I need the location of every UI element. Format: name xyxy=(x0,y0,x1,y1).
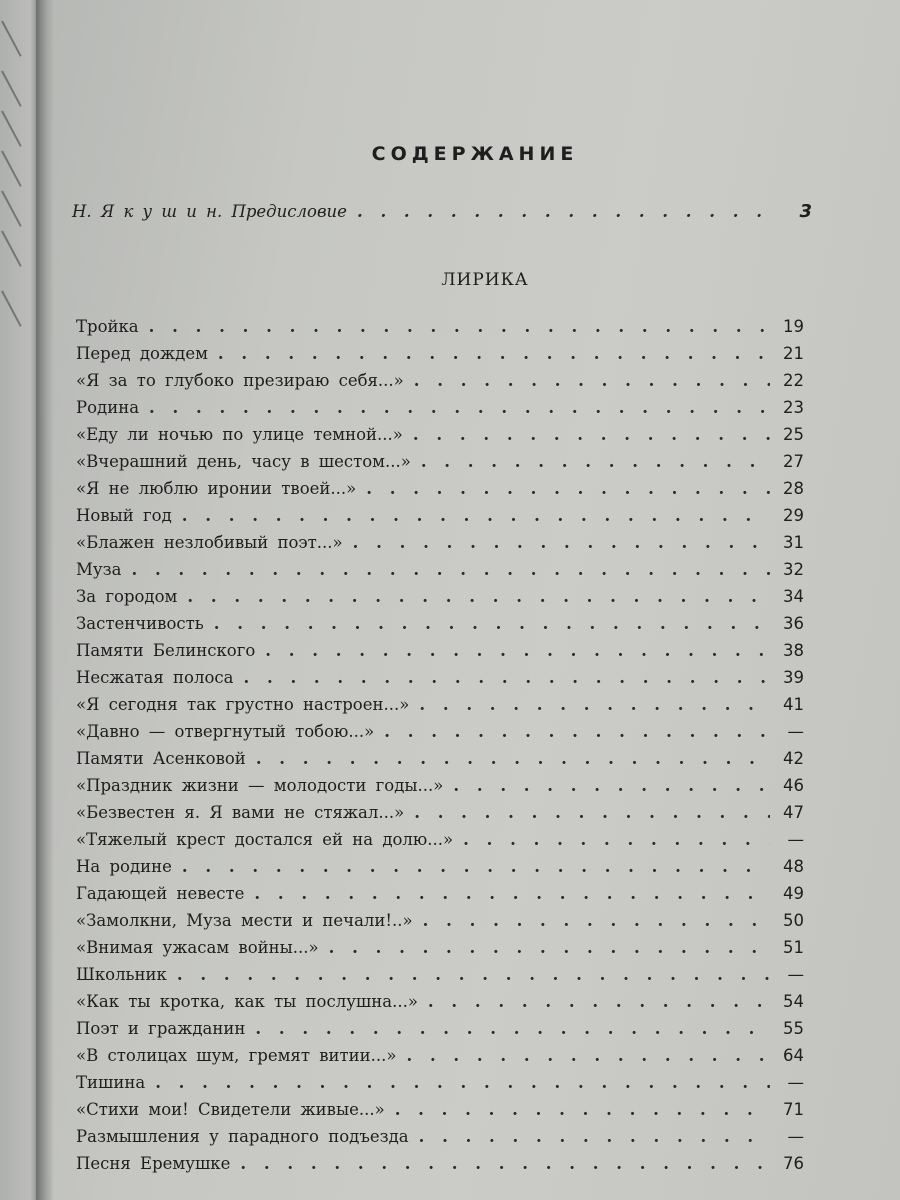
toc-entry xyxy=(76,826,804,853)
dot-leader xyxy=(385,1100,770,1119)
dot-leader xyxy=(409,695,770,714)
toc-entry xyxy=(76,880,804,907)
entry-page-number: 50 xyxy=(783,911,804,930)
entry-page-number: — xyxy=(787,722,804,741)
toc-entry xyxy=(76,556,804,583)
entry-page-number: 34 xyxy=(783,587,804,606)
toc-entry xyxy=(76,853,804,880)
entry-title: Гадающей невесте xyxy=(76,884,245,903)
dot-leader xyxy=(404,371,770,390)
entry-title: «В столицах шум, гремят витии...» xyxy=(76,1046,397,1065)
toc-entry xyxy=(76,1042,804,1069)
dot-leader xyxy=(172,857,770,876)
entry-page-number: — xyxy=(787,830,804,849)
entry-page-number: 29 xyxy=(783,506,804,525)
toc-entry xyxy=(76,907,804,934)
dot-leader xyxy=(409,1127,770,1146)
entry-title: «Я сегодня так грустно настроен...» xyxy=(76,695,410,714)
entry-title: На родине xyxy=(76,857,172,876)
toc-entry xyxy=(76,529,804,556)
dot-leader xyxy=(204,614,770,633)
entry-title: Новый год xyxy=(76,506,172,525)
contents-heading: СОДЕРЖАНИЕ xyxy=(371,143,579,165)
entry-page-number: 38 xyxy=(783,641,804,660)
entry-page-number: — xyxy=(787,965,804,984)
entry-title: «Блажен незлобивый поэт...» xyxy=(76,533,343,552)
toc-entry xyxy=(76,1123,804,1150)
entry-title: «Праздник жизни — молодости годы...» xyxy=(76,776,444,795)
entry-page-number: 49 xyxy=(783,884,804,903)
toc-preface-entry xyxy=(72,198,812,225)
dot-leader xyxy=(139,317,770,336)
toc-entry xyxy=(76,583,804,610)
entry-page-number: — xyxy=(787,1127,804,1146)
entry-title: Перед дождем xyxy=(76,344,208,363)
dot-leader xyxy=(177,587,770,606)
entry-page-number: 48 xyxy=(783,857,804,876)
section-title-lyrics: ЛИРИКА xyxy=(441,270,529,290)
dot-leader xyxy=(172,506,770,525)
dot-leader xyxy=(244,884,770,903)
entry-title: «Я не люблю иронии твоей...» xyxy=(76,479,357,498)
entry-title: Родина xyxy=(76,398,140,417)
dot-leader xyxy=(403,425,770,444)
entry-title: Поэт и гражданин xyxy=(76,1019,246,1038)
dot-leader xyxy=(245,1019,770,1038)
dot-leader xyxy=(356,479,770,498)
entry-page-number: 32 xyxy=(783,560,804,579)
entry-page-number: 39 xyxy=(783,668,804,687)
entry-title: «Я за то глубоко презираю себя...» xyxy=(76,371,404,390)
dot-leader xyxy=(230,1154,770,1173)
dot-leader xyxy=(413,911,770,930)
dot-leader xyxy=(233,668,770,687)
preface-page-number: 3 xyxy=(799,201,812,222)
entry-title: Песня Еремушке xyxy=(76,1154,231,1173)
entry-page-number: 47 xyxy=(783,803,804,822)
dot-leader xyxy=(139,398,770,417)
toc-entry xyxy=(76,367,804,394)
preface-title: Н. Я к у ш и н. Предисловие xyxy=(72,202,347,221)
entry-title: «Тяжелый крест достался ей на долю...» xyxy=(76,830,454,849)
entry-title: «Давно — отвергнутый тобою...» xyxy=(76,722,375,741)
toc-entry xyxy=(76,313,804,340)
entry-title: Памяти Асенковой xyxy=(76,749,246,768)
toc-entry xyxy=(76,637,804,664)
entry-page-number: 31 xyxy=(783,533,804,552)
entry-page-number: 21 xyxy=(783,344,804,363)
entry-title: «Внимая ужасам войны...» xyxy=(76,938,319,957)
entry-title: «Замолкни, Муза мести и печали!..» xyxy=(76,911,413,930)
toc-entry xyxy=(76,502,804,529)
dot-leader xyxy=(404,803,770,822)
toc-entry xyxy=(76,772,804,799)
dot-leader xyxy=(246,749,770,768)
toc-entry xyxy=(76,340,804,367)
toc-entry xyxy=(76,1096,804,1123)
entry-page-number: 76 xyxy=(783,1154,804,1173)
entry-title: «Безвестен я. Я вами не стяжал...» xyxy=(76,803,405,822)
toc-entry xyxy=(76,1015,804,1042)
toc-entry xyxy=(76,421,804,448)
toc-entry xyxy=(76,691,804,718)
entry-page-number: 42 xyxy=(783,749,804,768)
entry-page-number: 23 xyxy=(783,398,804,417)
dot-leader xyxy=(343,533,770,552)
entry-title: Муза xyxy=(76,560,122,579)
entry-title: Памяти Белинского xyxy=(76,641,256,660)
dot-leader xyxy=(208,344,770,363)
entry-page-number: — xyxy=(787,1073,804,1092)
dot-leader xyxy=(121,560,770,579)
toc-entry xyxy=(76,799,804,826)
dot-leader xyxy=(167,965,770,984)
toc-entry xyxy=(76,1069,804,1096)
entry-title: «Стихи мои! Свидетели живые...» xyxy=(76,1100,385,1119)
entry-page-number: 25 xyxy=(783,425,804,444)
toc-entry xyxy=(76,610,804,637)
entry-title: За городом xyxy=(76,587,178,606)
entry-title: Размышления у парадного подъезда xyxy=(76,1127,409,1146)
dot-leader xyxy=(255,641,770,660)
toc-entry xyxy=(76,394,804,421)
entry-page-number: 22 xyxy=(783,371,804,390)
entry-page-number: 41 xyxy=(783,695,804,714)
toc-entry xyxy=(76,1150,804,1177)
entry-page-number: 54 xyxy=(783,992,804,1011)
entry-page-number: 36 xyxy=(783,614,804,633)
toc-entry xyxy=(76,475,804,502)
dot-leader xyxy=(374,722,770,741)
entry-page-number: 46 xyxy=(783,776,804,795)
entry-title: Застенчивость xyxy=(76,614,204,633)
entry-page-number: 19 xyxy=(783,317,804,336)
toc-entry xyxy=(76,718,804,745)
entry-page-number: 55 xyxy=(783,1019,804,1038)
dot-leader xyxy=(411,452,770,471)
entry-title: Тишина xyxy=(76,1073,146,1092)
entry-page-number: 64 xyxy=(783,1046,804,1065)
dot-leader xyxy=(319,938,770,957)
dot-leader xyxy=(443,776,770,795)
dot-leader xyxy=(453,830,770,849)
toc-entry xyxy=(76,448,804,475)
entry-page-number: 28 xyxy=(783,479,804,498)
entry-title: «Как ты кротка, как ты послушна...» xyxy=(76,992,418,1011)
dot-leader xyxy=(145,1073,770,1092)
toc-entry xyxy=(76,934,804,961)
toc-entry xyxy=(76,664,804,691)
dot-leader xyxy=(418,992,770,1011)
toc-entry xyxy=(76,961,804,988)
entry-page-number: 71 xyxy=(783,1100,804,1119)
entry-title: «Еду ли ночью по улице темной...» xyxy=(76,425,403,444)
toc-entry xyxy=(76,745,804,772)
toc-entry xyxy=(76,988,804,1015)
entry-title: «Вчерашний день, часу в шестом...» xyxy=(76,452,411,471)
dot-leader xyxy=(347,202,778,221)
entry-title: Тройка xyxy=(76,317,139,336)
dot-leader xyxy=(396,1046,770,1065)
entry-page-number: 27 xyxy=(783,452,804,471)
entry-page-number: 51 xyxy=(783,938,804,957)
entry-title: Несжатая полоса xyxy=(76,668,234,687)
entry-title: Школьник xyxy=(76,965,167,984)
